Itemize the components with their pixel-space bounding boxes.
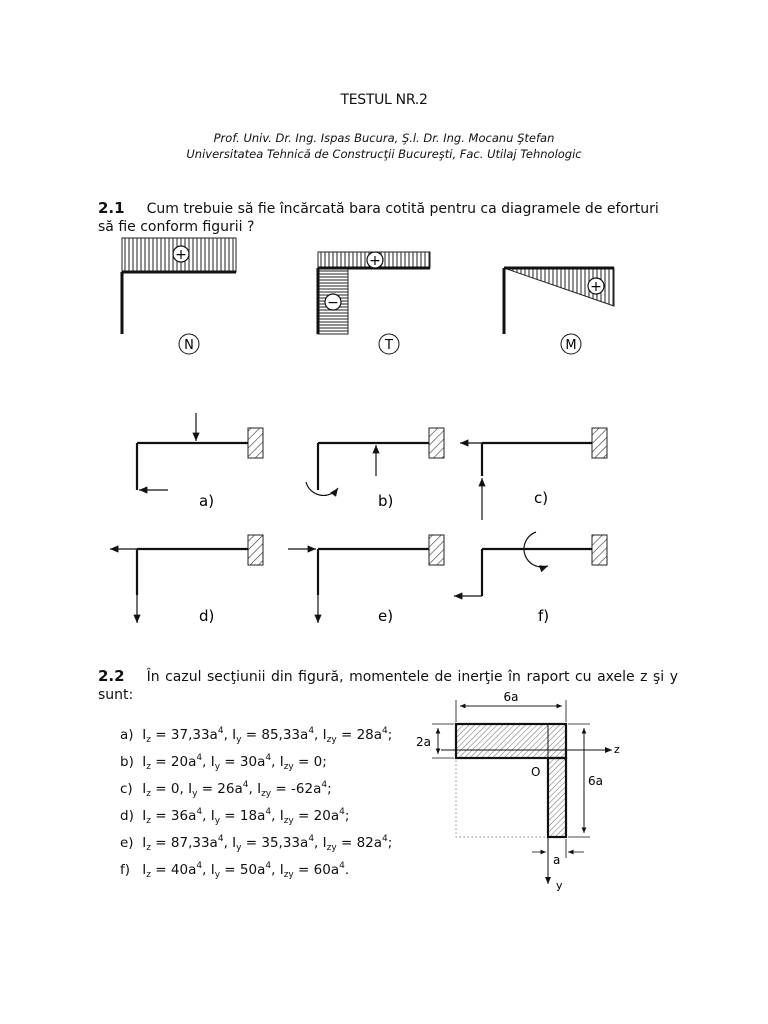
label-t: T	[385, 338, 393, 353]
origin-label: O	[531, 765, 541, 779]
label-n: N	[184, 338, 194, 353]
answer-b[interactable]: b) $I_z = 20a^4$, $I_y = 30a^4$, $I_{zy} = 0$;	[120, 753, 327, 772]
option-c-label: c)	[534, 489, 549, 507]
dim-left: 2a	[416, 735, 431, 749]
plus-sign: +	[369, 253, 381, 269]
axis-z-label: z	[614, 743, 620, 756]
option-b-label: b)	[378, 492, 394, 510]
option-a-figure	[137, 413, 263, 510]
question-2-2	[98, 667, 678, 704]
authors-line-1: Prof. Univ. Dr. Ing. Ispas Bucura, Ş.l. Dr. Ing. Mocanu Ştefan	[213, 131, 555, 145]
authors-line-2: Universitatea Tehnică de Construcţii Bucureşti, Fac. Utilaj Tehnologic	[186, 147, 582, 161]
question-text: Cum trebuie să fie încărcată bara cotită pentru ca diagramele de eforturi să fie conform figurii ?	[98, 201, 659, 235]
answer-a[interactable]: a) $I_z = 37,33a^4$, $I_y = 85,33a^4$, $I_{zy} = 28a^4$;	[120, 726, 393, 745]
answer-e[interactable]: e) $I_z = 87,33a^4$, $I_y = 35,33a^4$, $I_{zy} = 82a^4$;	[120, 834, 393, 853]
option-f-label: f)	[538, 607, 550, 625]
diagram-t	[318, 252, 430, 354]
dim-right: 6a	[588, 774, 603, 788]
option-d-label: d)	[199, 607, 215, 625]
answer-d[interactable]: d) $I_z = 36a^4$, $I_y = 18a^4$, $I_{zy} = 20a^4$;	[120, 807, 350, 826]
section-figure	[416, 690, 620, 892]
axis-y-label: y	[556, 879, 563, 892]
answer-c[interactable]: c) $I_z = 0$, $I_y = 26a^4$, $I_{zy} = -62a^4$;	[120, 780, 332, 799]
plus-sign: +	[590, 279, 602, 295]
option-f-figure	[454, 532, 607, 625]
dim-bottom: a	[553, 853, 561, 867]
question-text-line-1: În cazul secţiunii din figură, momentele de inerţie în raport cu axele z şi y	[146, 669, 678, 685]
diagram-n	[122, 238, 236, 354]
label-m: M	[565, 338, 577, 353]
option-a-label: a)	[199, 492, 215, 510]
question-text-line-2: sunt:	[98, 687, 134, 703]
dim-top: 6a	[503, 690, 519, 704]
minus-sign: −	[327, 295, 339, 311]
option-e-label: e)	[378, 607, 394, 625]
question-number: 2.2	[98, 667, 125, 685]
answer-list	[120, 722, 392, 884]
diagram-m	[504, 268, 614, 354]
page-title: TESTUL NR.2	[340, 92, 428, 108]
option-d-figure	[110, 535, 263, 625]
answer-f[interactable]: f) $I_z = 40a^4$, $I_y = 50a^4$, $I_{zy} = 60a^4$.	[120, 861, 350, 880]
option-b-figure	[306, 428, 444, 510]
question-number: 2.1	[98, 199, 125, 217]
option-e-figure	[288, 535, 444, 625]
plus-sign: +	[175, 247, 187, 263]
option-c-figure	[460, 428, 607, 520]
